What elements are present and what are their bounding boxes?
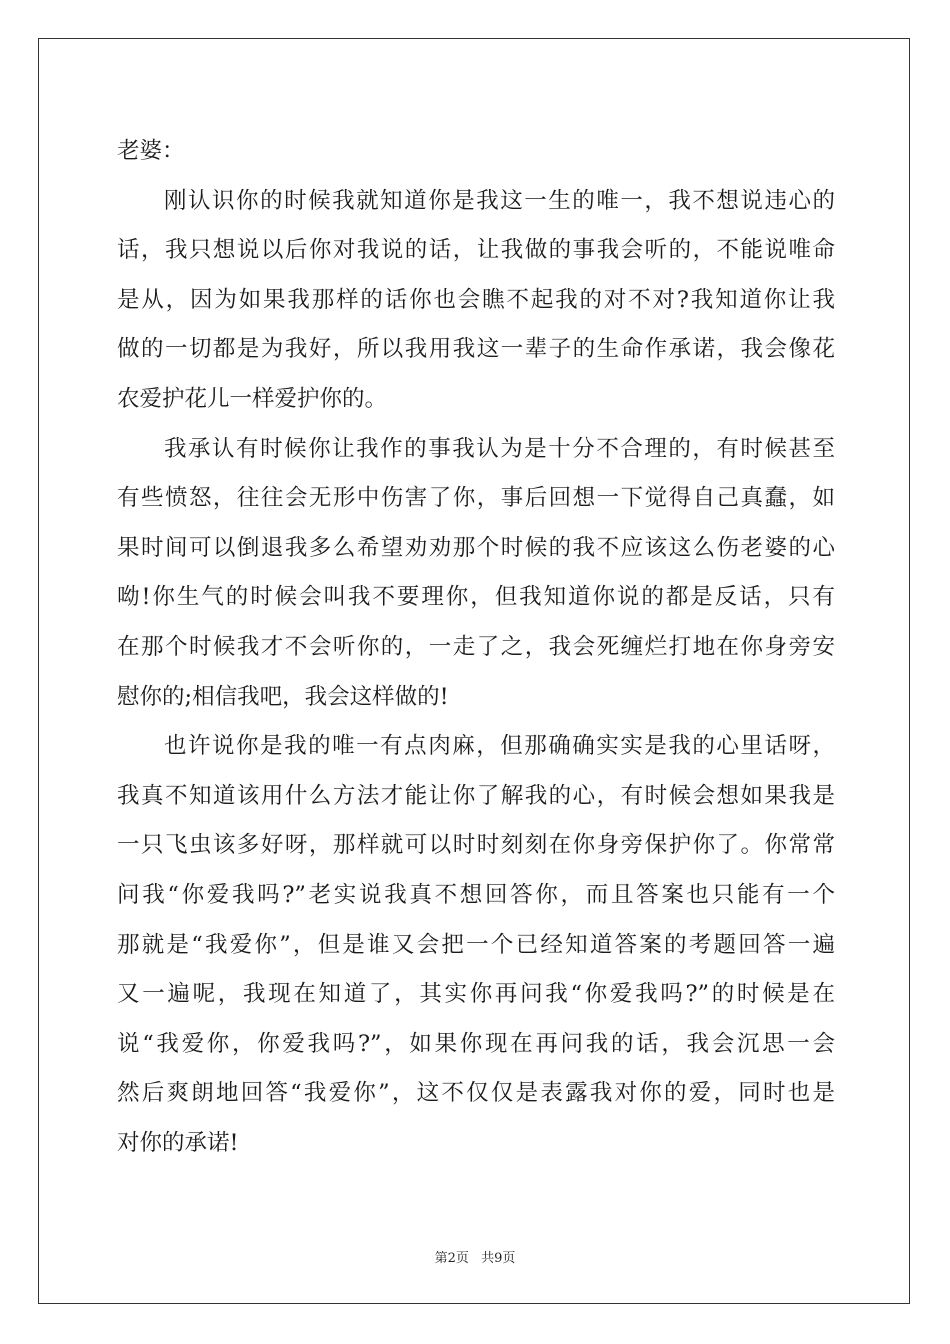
paragraph-2 — [117, 425, 835, 723]
text-line: 然后爽朗地回答“我爱你”，这不仅仅是表露我对你的爱，同时也是 — [117, 1080, 835, 1107]
page-footer — [0, 1247, 950, 1266]
text-line: 那就是“我爱你”，但是谁又会把一个已经知道答案的考题回答一遍 — [117, 931, 835, 958]
text-line: 我承认有时候你让我作的事我认为是十分不合理的，有时候甚至 — [164, 435, 835, 462]
page-total: 共9页 — [481, 1251, 516, 1266]
letter-body — [117, 127, 835, 1168]
salutation: 老婆： — [117, 138, 185, 164]
text-line: 也许说你是我的唯一有点肉麻，但那确确实实是我的心里话呀， — [164, 733, 835, 760]
text-line: 农爱护花儿一样爱护你的。 — [117, 385, 388, 412]
text-line: 有些愤怒，往往会无形中伤害了你，事后回想一下觉得自己真蠢，如 — [117, 485, 835, 512]
text-line: 是从，因为如果我那样的话你也会瞧不起我的对不对?我知道你让我 — [117, 286, 835, 313]
text-line: 呦!你生气的时候会叫我不要理你，但我知道你说的都是反话，只有 — [117, 584, 835, 611]
text-line: 说“我爱你，你爱我吗?”，如果你现在再问我的话，我会沉思一会 — [117, 1030, 835, 1057]
text-line: 在那个时候我才不会听你的，一走了之，我会死缠烂打地在你身旁安 — [117, 633, 835, 660]
page-number: 第2页 — [434, 1251, 469, 1266]
text-line: 问我“你爱我吗?”老实说我真不想回答你，而且答案也只能有一个 — [117, 881, 835, 908]
paragraph-1 — [117, 177, 835, 425]
paragraph-3 — [117, 722, 835, 1168]
text-line: 果时间可以倒退我多么希望劝劝那个时候的我不应该这么伤老婆的心 — [117, 534, 835, 561]
text-line: 又一遍呢，我现在知道了，其实你再问我“你爱我吗?”的时候是在 — [117, 981, 835, 1008]
text-line: 一只飞虫该多好呀，那样就可以时时刻刻在你身旁保护你了。你常常 — [117, 832, 835, 859]
text-line: 话，我只想说以后你对我说的话，让我做的事我会听的，不能说唯命 — [117, 237, 835, 264]
text-line: 对你的承诺! — [117, 1129, 239, 1156]
text-line: 慰你的;相信我吧，我会这样做的! — [117, 683, 449, 710]
text-line: 我真不知道该用什么方法才能让你了解我的心，有时候会想如果我是 — [117, 782, 835, 809]
text-line: 做的一切都是为我好，所以我用我这一辈子的生命作承诺，我会像花 — [117, 336, 835, 363]
text-line: 刚认识你的时候我就知道你是我这一生的唯一，我不想说违心的 — [164, 187, 835, 214]
